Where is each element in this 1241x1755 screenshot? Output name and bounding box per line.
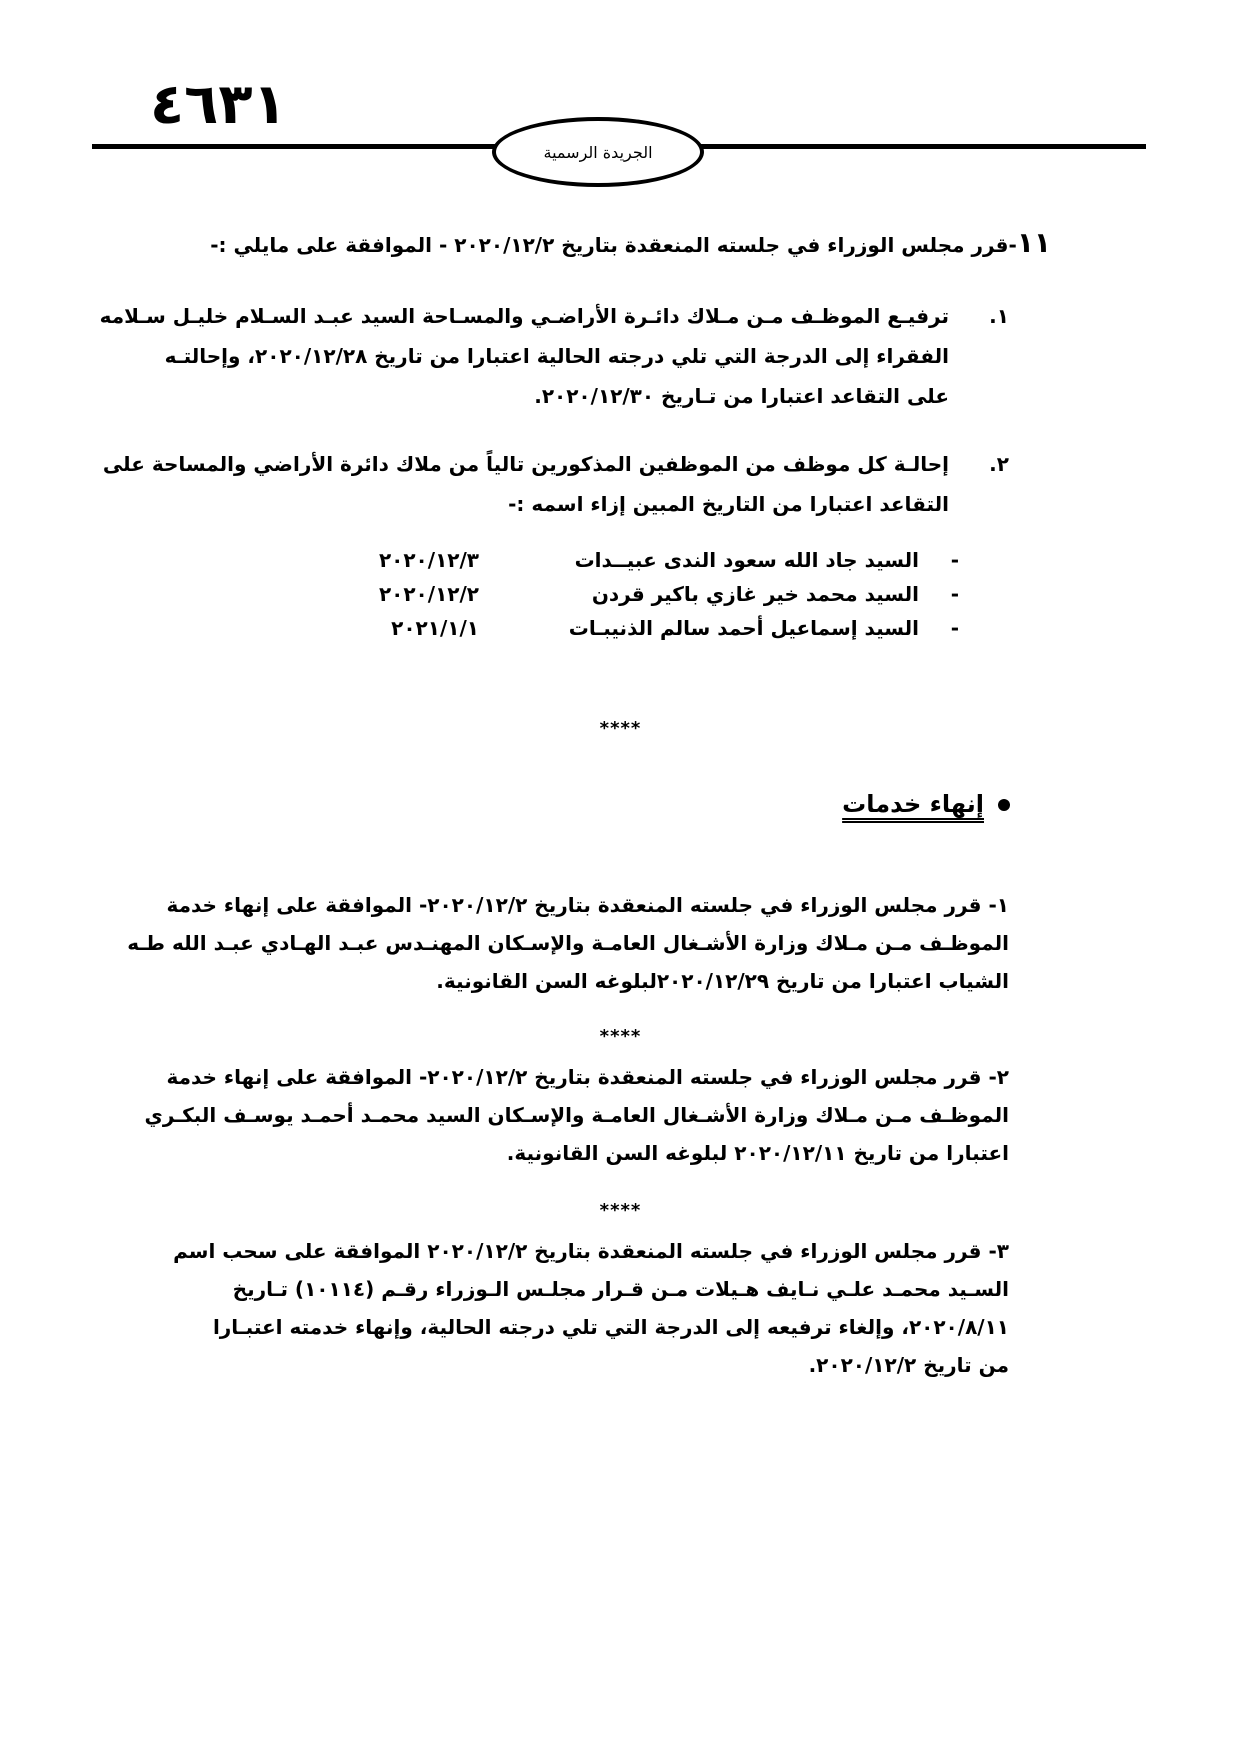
termination-2-line-1: ٢- قرر مجلس الوزراء في جلسته المنعقدة بتاريخ ٢٠٢٠/١٢/٢- الموافقة على إنهاء خدمة xyxy=(166,1065,1009,1089)
retirees-list xyxy=(319,548,959,650)
section-title: إنهاء خدمات xyxy=(842,790,984,818)
list-dash: - xyxy=(950,548,959,572)
retiree-name: السيد جاد الله سعود الندى عبيــدات xyxy=(574,548,919,572)
item-2-line-1: إحالـة كل موظف من الموظفين المذكورين تالياً من ملاك دائرة الأراضي والمساحة على xyxy=(102,452,949,476)
list-dash: - xyxy=(950,582,959,606)
separator: **** xyxy=(599,1200,642,1221)
decision-11-intro xyxy=(210,224,1051,264)
retiree-name: السيد محمد خير غازي باكير قردن xyxy=(591,582,919,606)
termination-1-line-1: ١- قرر مجلس الوزراء في جلسته المنعقدة بتاريخ ٢٠٢٠/١٢/٢- الموافقة على إنهاء خدمة xyxy=(166,893,1009,917)
termination-3-line-3: ٢٠٢٠/٨/١١، وإلغاء ترفيعه إلى الدرجة التي تلي درجته الحالية، وإنهاء خدمته اعتبـارا xyxy=(212,1315,1009,1339)
termination-3-line-1: ٣- قرر مجلس الوزراء في جلسته المنعقدة بتاريخ ٢٠٢٠/١٢/٢ الموافقة على سحب اسم xyxy=(173,1239,1009,1263)
retiree-date: ٢٠٢٠/١٢/٢ xyxy=(378,582,479,606)
decision-11-intro-text: -قرر مجلس الوزراء في جلسته المنعقدة بتاريخ ٢٠٢٠/١٢/٢ - الموافقة على مايلي :- xyxy=(210,233,1017,257)
gazette-name: الجريدة الرسمية xyxy=(543,142,653,162)
retiree-date: ٢٠٢١/١/١ xyxy=(391,616,479,640)
decision-11-number: ١١ xyxy=(1016,226,1051,259)
termination-2-line-3: اعتبارا من تاريخ ٢٠٢٠/١٢/١١ لبلوغه السن القانونية. xyxy=(506,1141,1009,1165)
separator: **** xyxy=(599,718,642,739)
termination-1-line-2: الموظـف مـن مـلاك وزارة الأشـغال العامـة والإسـكان المهنـدس عبـد الهـادي عبـد الله طـه xyxy=(127,931,1009,955)
decision-11-item-1 xyxy=(969,296,1009,336)
decision-11-item-2-text xyxy=(102,444,949,524)
item-1-line-1: ترفيـع الموظـف مـن مـلاك دائـرة الأراضـي والمسـاحة السيد عبـد السـلام خليـل سـلامه xyxy=(99,304,949,328)
list-dash: - xyxy=(950,616,959,640)
decision-11-item-2 xyxy=(969,444,1009,484)
item-2-line-2: التقاعد اعتبارا من التاريخ المبين إزاء اسمه :- xyxy=(508,492,949,516)
termination-3-line-2: السـيد محمـد علـي نـايف هـيلات مـن قـرار مجلـس الـوزراء رقـم (١٠١١٤) تـاريخ xyxy=(232,1277,1009,1301)
termination-1 xyxy=(127,886,1009,1000)
gazette-name-badge xyxy=(492,117,704,187)
termination-1-line-3: الشياب اعتبارا من تاريخ ٢٠٢٠/١٢/٢٩لبلوغه السن القانونية. xyxy=(436,969,1009,993)
section-heading xyxy=(842,790,1010,818)
retiree-name: السيد إسماعيل أحمد سالم الذنيبـات xyxy=(568,616,919,640)
list-item xyxy=(319,548,959,582)
page-number: ٤٦٣١ xyxy=(150,72,287,137)
list-item xyxy=(319,616,959,650)
item-1-line-3: على التقاعد اعتبارا من تـاريخ ٢٠٢٠/١٢/٣٠. xyxy=(534,384,949,408)
termination-2-line-2: الموظـف مـن مـلاك وزارة الأشـغال العامـة والإسـكان السيد محمـد أحمـد يوسـف البكـري xyxy=(144,1103,1009,1127)
retiree-date: ٢٠٢٠/١٢/٣ xyxy=(378,548,479,572)
item-1-line-2: الفقراء إلى الدرجة التي تلي درجته الحالية اعتبارا من تاريخ ٢٠٢٠/١٢/٢٨، وإحالتـه xyxy=(164,344,949,368)
item-1-number: ١. xyxy=(989,304,1009,328)
item-2-number: ٢. xyxy=(989,452,1009,476)
termination-3 xyxy=(149,1232,1009,1384)
termination-3-line-4: من تاريخ ٢٠٢٠/١٢/٢. xyxy=(808,1353,1009,1377)
bullet-icon xyxy=(998,799,1010,811)
decision-11-item-1-text xyxy=(99,296,949,416)
separator: **** xyxy=(599,1026,642,1047)
list-item xyxy=(319,582,959,616)
termination-2 xyxy=(144,1058,1009,1172)
